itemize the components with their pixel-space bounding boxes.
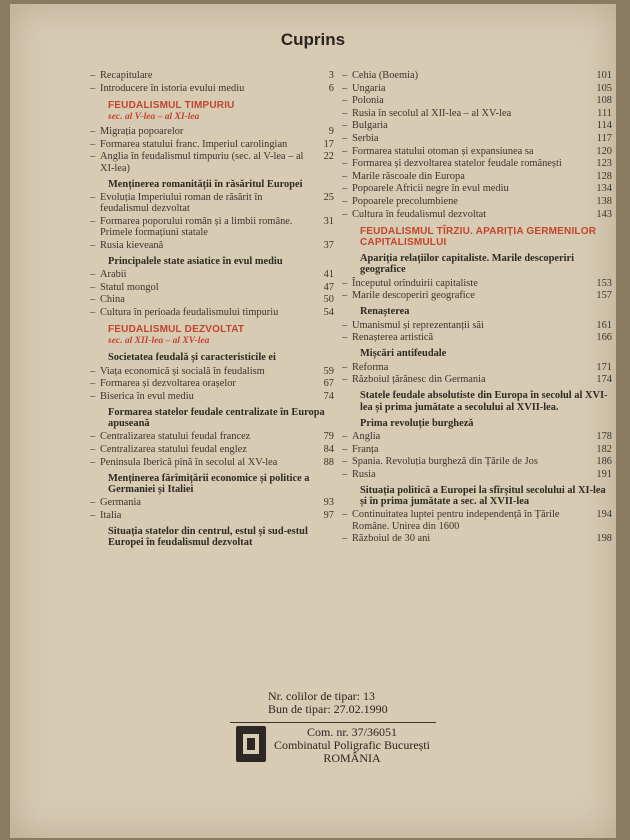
- toc-heading: Prima revoluție burgheză: [360, 417, 474, 429]
- printer-name: Combinatul Poligrafic București: [274, 738, 430, 752]
- entry-dash: –: [90, 306, 96, 318]
- entry-title: Formarea poporului român și a limbii române. Primele formațiuni statale: [100, 215, 293, 238]
- entry-page: 123: [596, 158, 612, 170]
- toc-entry: [90, 444, 334, 455]
- toc-entry: [342, 278, 612, 289]
- entry-title: Rusia kieveană: [100, 239, 164, 251]
- entry-page: 194: [596, 509, 612, 521]
- page-title: Cuprins: [280, 30, 346, 49]
- toc-entry: [90, 366, 334, 377]
- entry-dash: –: [90, 239, 96, 251]
- entry-dash: –: [90, 192, 96, 203]
- entry-title: Introducere în istoria evului mediu: [100, 82, 245, 94]
- entry-dash: –: [342, 361, 348, 373]
- entry-dash: –: [342, 132, 348, 144]
- entry-title: Centralizarea statului feudal francez: [100, 431, 251, 443]
- toc-entry: [342, 83, 612, 94]
- toc-entry: [342, 95, 612, 106]
- entry-page: 138: [596, 195, 612, 207]
- entry-dash: –: [342, 456, 348, 468]
- toc-column-left: [90, 70, 334, 550]
- entry-dash: –: [90, 497, 96, 509]
- toc-section: FEUDALISMUL DEZVOLTAT: [108, 323, 245, 335]
- toc-entry: [342, 431, 612, 442]
- entry-page: 191: [596, 468, 612, 480]
- entry-page: 174: [596, 374, 612, 386]
- entry-dash: –: [90, 70, 96, 81]
- toc-subsection: sec. al V-lea – al XI-lea: [108, 112, 200, 122]
- toc-entry: [342, 70, 612, 81]
- entry-dash: –: [342, 120, 348, 132]
- entry-page: 74: [323, 390, 334, 402]
- entry-title: Marile descoperiri geografice: [352, 290, 475, 302]
- entry-title: Germania: [100, 497, 141, 509]
- entry-title: Marile răscoale din Europa: [352, 170, 465, 182]
- entry-title: Statul mongol: [100, 281, 159, 293]
- print-info: [268, 690, 388, 716]
- printer-logo-icon: [236, 726, 266, 762]
- toc-entry: [342, 171, 612, 182]
- toc-entry: [90, 457, 334, 468]
- entry-dash: –: [90, 365, 96, 377]
- toc-entry: [90, 497, 334, 508]
- entry-title: Centralizarea statului feudal englez: [100, 443, 247, 455]
- entry-dash: –: [342, 170, 348, 182]
- entry-page: 88: [323, 456, 334, 468]
- entry-page: 22: [323, 151, 334, 163]
- entry-title: Umanismul și reprezentanții săi: [352, 319, 484, 331]
- entry-title: Rusia în secolul al XII-lea – al XV-lea: [352, 107, 512, 119]
- toc-heading: Situația politică a Europei la sfîrșitul secolului al XI-lea și în prima jumătate a sec. al XVII-lea: [360, 484, 606, 508]
- entry-dash: –: [90, 294, 96, 306]
- entry-title: Reforma: [352, 361, 389, 373]
- entry-dash: –: [342, 183, 348, 195]
- entry-title: Bulgaria: [352, 120, 388, 132]
- entry-page: 47: [323, 281, 334, 293]
- entry-page: 67: [323, 378, 334, 390]
- entry-title: Cultura în feudalismul dezvoltat: [352, 208, 487, 220]
- toc-heading: Menținerea romanității în răsăritul Europei: [108, 178, 303, 190]
- toc-entry: [90, 83, 334, 94]
- toc-entry: [342, 332, 612, 343]
- toc-entry: [342, 133, 612, 144]
- entry-dash: –: [90, 138, 96, 150]
- entry-page: 161: [596, 319, 612, 331]
- toc-entry: [342, 146, 612, 157]
- toc-entry: [90, 282, 334, 293]
- entry-title: Franța: [352, 443, 379, 455]
- entry-page: 101: [596, 70, 612, 81]
- toc-entry: [90, 269, 334, 280]
- toc-entry: [342, 196, 612, 207]
- entry-page: 9: [328, 126, 334, 138]
- entry-dash: –: [90, 126, 96, 138]
- entry-page: 97: [323, 509, 334, 521]
- entry-page: 105: [596, 82, 612, 94]
- entry-dash: –: [342, 277, 348, 289]
- entry-title: Arabii: [100, 269, 127, 280]
- entry-dash: –: [342, 430, 348, 442]
- toc-heading: Situația statelor din centrul, estul și sud-estul Europei în feudalismul dezvoltat: [108, 525, 308, 549]
- book-page: [10, 4, 616, 838]
- entry-page: 6: [328, 82, 334, 94]
- toc-entry: [342, 120, 612, 131]
- entry-dash: –: [342, 70, 348, 81]
- entry-title: Popoarele precolumbiene: [352, 195, 458, 207]
- footer-divider: [230, 722, 436, 723]
- entry-dash: –: [342, 145, 348, 157]
- entry-page: 50: [323, 294, 334, 306]
- entry-title: Formarea și dezvoltarea statelor feudale românești: [352, 158, 562, 170]
- toc-entry: [90, 391, 334, 402]
- entry-dash: –: [90, 269, 96, 280]
- entry-title: Formarea și dezvoltarea orașelor: [100, 378, 236, 390]
- entry-page: 178: [596, 430, 612, 442]
- toc-entry: [90, 192, 334, 214]
- entry-page: 3: [328, 70, 334, 81]
- printer-country: ROMÂNIA: [323, 751, 381, 765]
- entry-page: 111: [597, 107, 612, 119]
- entry-page: 17: [323, 138, 334, 150]
- toc-entry: [342, 444, 612, 455]
- entry-title: Biserica în evul mediu: [100, 390, 194, 402]
- entry-dash: –: [90, 390, 96, 402]
- entry-page: 171: [596, 361, 612, 373]
- toc-heading: Menținerea fărîmițării economice și politice a Germaniei și Italiei: [108, 472, 310, 495]
- entry-title: Renașterea artistică: [352, 332, 434, 344]
- entry-dash: –: [342, 374, 348, 386]
- entry-page: 153: [596, 277, 612, 289]
- toc-subsection: sec. al XII-lea – al XV-lea: [108, 336, 210, 347]
- entry-dash: –: [342, 509, 348, 521]
- toc-heading: Renașterea: [360, 306, 410, 318]
- entry-title: Italia: [100, 509, 122, 521]
- entry-dash: –: [342, 319, 348, 331]
- toc-entry: [90, 307, 334, 318]
- entry-dash: –: [342, 468, 348, 480]
- sheets-count: Nr. colilor de tipar: 13: [268, 689, 375, 703]
- toc-entry: [342, 158, 612, 169]
- print-date: Bun de tipar: 27.02.1990: [268, 702, 388, 716]
- entry-dash: –: [90, 151, 96, 163]
- entry-page: 128: [596, 170, 612, 182]
- toc-section: FEUDALISMUL TÎRZIU. APARIȚIA GERMENILOR CAPITALISMULUI: [360, 225, 597, 248]
- entry-page: 117: [596, 132, 612, 144]
- entry-title: Războiul de 30 ani: [352, 533, 431, 545]
- entry-title: China: [100, 294, 125, 306]
- entry-page: 37: [323, 239, 334, 251]
- toc-entry: [90, 431, 334, 442]
- entry-dash: –: [90, 281, 96, 293]
- toc-heading: Societatea feudală și caracteristicile ei: [108, 352, 276, 364]
- entry-dash: –: [342, 332, 348, 344]
- toc-entry: [342, 533, 612, 544]
- entry-title: Ungaria: [352, 82, 386, 94]
- entry-page: 143: [596, 208, 612, 220]
- entry-page: 120: [596, 145, 612, 157]
- toc-entry: [90, 126, 334, 137]
- entry-page: 93: [323, 497, 334, 509]
- entry-title: Începutul orînduirii capitaliste: [352, 277, 478, 289]
- toc-heading: Mișcări antifeudale: [360, 348, 447, 360]
- toc-entry: [90, 151, 334, 173]
- entry-page: 182: [596, 443, 612, 455]
- entry-title: Polonia: [352, 95, 384, 107]
- order-number: Com. nr. 37/36051: [306, 725, 397, 739]
- entry-page: 108: [596, 95, 612, 107]
- toc-entry: [90, 510, 334, 521]
- toc-entry: [90, 139, 334, 150]
- entry-title: Cultura în perioada feudalismului timpuriu: [100, 306, 279, 318]
- toc-section: FEUDALISMUL TIMPURIU: [108, 99, 235, 111]
- toc-entry: [90, 378, 334, 389]
- entry-page: 84: [323, 443, 334, 455]
- toc-heading: Apariția relațiilor capitaliste. Marile descoperiri geografice: [360, 253, 575, 276]
- entry-title: Războiul țărănesc din Germania: [352, 374, 486, 386]
- entry-title: Recapitulare: [100, 70, 153, 81]
- toc-entry: [342, 320, 612, 331]
- entry-page: 114: [596, 120, 612, 132]
- entry-title: Peninsula Iberică pînă în secolul al XV-lea: [100, 456, 278, 468]
- entry-title: Formarea statului otoman și expansiunea sa: [352, 145, 534, 157]
- toc-entry: [342, 374, 612, 385]
- entry-dash: –: [90, 509, 96, 521]
- entry-title: Continuitatea luptei pentru independență în Țările Române. Unirea din 1600: [352, 509, 560, 532]
- entry-page: 25: [323, 192, 334, 203]
- toc-entry: [90, 240, 334, 251]
- entry-dash: –: [90, 443, 96, 455]
- toc-entry: [342, 108, 612, 119]
- entry-dash: –: [342, 82, 348, 94]
- entry-title: Anglia în feudalismul timpuriu (sec. al V-lea – al XI-lea): [100, 151, 304, 174]
- entry-title: Migrația popoarelor: [100, 126, 184, 138]
- toc-entry: [342, 183, 612, 194]
- toc-entry: [90, 216, 334, 238]
- entry-dash: –: [342, 107, 348, 119]
- printer-info: [274, 726, 430, 765]
- toc-entry: [342, 509, 612, 531]
- toc-entry: [90, 294, 334, 305]
- entry-page: 166: [596, 332, 612, 344]
- entry-title: Cehia (Boemia): [352, 70, 419, 81]
- entry-dash: –: [342, 158, 348, 170]
- entry-page: 134: [596, 183, 612, 195]
- entry-page: 198: [596, 533, 612, 545]
- entry-page: 186: [596, 456, 612, 468]
- entry-title: Anglia: [352, 430, 381, 442]
- entry-dash: –: [342, 195, 348, 207]
- entry-title: Viața economică și socială în feudalism: [100, 365, 265, 377]
- toc-entry: [342, 362, 612, 373]
- toc-heading: Statele feudale absolutiste din Europa în secolul al XVI-lea și prima jumătate a secolului al XVII-lea.: [360, 390, 608, 413]
- toc-heading: Principalele state asiatice în evul mediu: [108, 255, 283, 267]
- toc-heading: Formarea statelor feudale centralizate în Europa apuseană: [108, 406, 325, 430]
- entry-page: 31: [323, 215, 334, 227]
- entry-dash: –: [342, 290, 348, 302]
- entry-dash: –: [90, 378, 96, 390]
- entry-dash: –: [342, 443, 348, 455]
- entry-title: Serbia: [352, 132, 379, 144]
- entry-dash: –: [90, 82, 96, 94]
- entry-dash: –: [342, 95, 348, 107]
- entry-dash: –: [90, 431, 96, 443]
- entry-dash: –: [342, 533, 348, 545]
- entry-page: 41: [323, 269, 334, 280]
- entry-page: 54: [323, 306, 334, 318]
- entry-title: Rusia: [352, 468, 376, 480]
- toc-entry: [90, 70, 334, 81]
- toc-entry: [342, 290, 612, 301]
- entry-title: Popoarele Africii negre în evul mediu: [352, 183, 509, 195]
- entry-page: 59: [323, 365, 334, 377]
- entry-page: 79: [323, 431, 334, 443]
- entry-page: 157: [596, 290, 612, 302]
- toc-entry: [342, 209, 612, 220]
- entry-dash: –: [342, 208, 348, 220]
- toc-entry: [342, 456, 612, 467]
- toc-entry: [342, 469, 612, 480]
- entry-title: Formarea statului franc. Imperiul carolingian: [100, 138, 288, 150]
- entry-title: Spania. Revoluția burgheză din Țările de Jos: [352, 456, 538, 468]
- toc-column-right: [342, 70, 612, 546]
- entry-dash: –: [90, 215, 96, 227]
- entry-dash: –: [90, 456, 96, 468]
- entry-title: Evoluția Imperiului roman de răsărit în feudalismul dezvoltat: [100, 192, 263, 215]
